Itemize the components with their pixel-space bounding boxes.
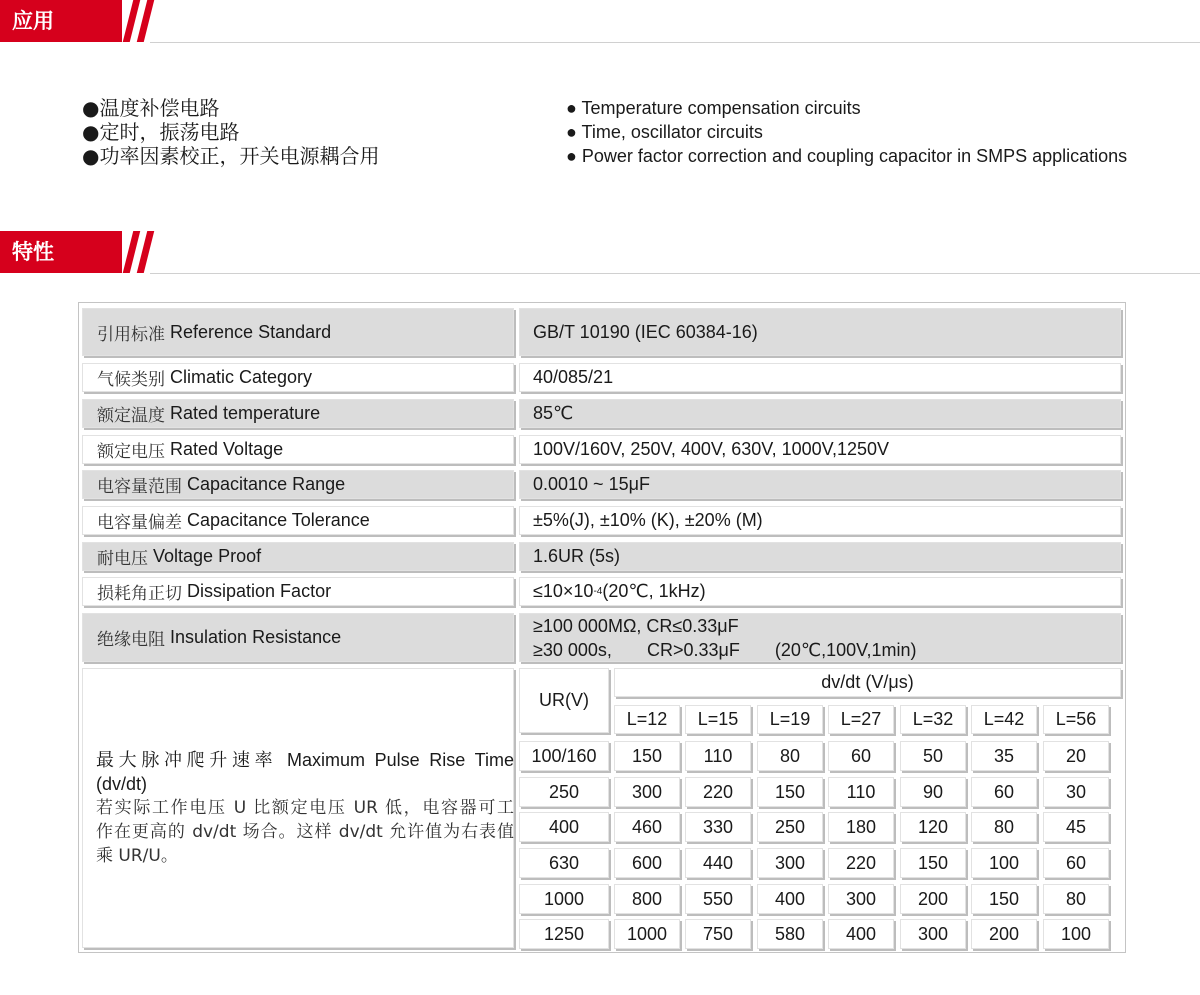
spec-label xyxy=(82,363,514,392)
dvdt-value xyxy=(1043,848,1109,878)
spec-value-text: 0.0010 ~ 15μF xyxy=(533,474,650,494)
dvdt-value-text: 400 xyxy=(774,888,806,909)
dvdt-value-text: 150 xyxy=(917,852,949,873)
application-item-en: ● Temperature compensation circuits xyxy=(566,98,861,118)
dvdt-value xyxy=(971,777,1037,807)
spec-value-line: ≥30 000s, CR>0.33μF (20℃,100V,1min) xyxy=(533,639,917,660)
dvdt-value xyxy=(1043,919,1109,949)
dvdt-value xyxy=(900,777,966,807)
dvdt-value xyxy=(685,777,751,807)
dvdt-value-text: 460 xyxy=(631,816,663,837)
application-item-cn: ●功率因素校正，开关电源耦合用 xyxy=(82,144,380,168)
dvdt-value xyxy=(614,848,680,878)
dvdt-value-text: 300 xyxy=(774,852,806,873)
dvdt-value xyxy=(757,848,823,878)
dvdt-value-text: 550 xyxy=(702,888,734,909)
spec-label-en: Voltage Proof xyxy=(153,546,262,566)
dvdt-value-text: 90 xyxy=(922,781,944,802)
dvdt-value xyxy=(614,777,680,807)
spec-label-en: Rated temperature xyxy=(170,403,321,423)
spec-value-text: GB/T 10190 (IEC 60384-16) xyxy=(533,321,758,342)
dvdt-value xyxy=(757,741,823,771)
dvdt-value-text: 250 xyxy=(774,816,806,837)
dvdt-value-text: 150 xyxy=(631,745,663,766)
l-column-header xyxy=(614,705,680,734)
ur-value xyxy=(519,812,609,842)
spec-label-en: Dissipation Factor xyxy=(187,581,332,601)
ur-value-text: 250 xyxy=(548,781,580,802)
dvdt-value-text: 100 xyxy=(1060,923,1092,944)
header-rule xyxy=(150,273,1200,274)
spec-value xyxy=(519,577,1121,606)
spec-value xyxy=(519,399,1121,428)
dvdt-value-text: 150 xyxy=(774,781,806,802)
dvdt-value xyxy=(685,919,751,949)
header-stripe xyxy=(137,0,154,42)
dvdt-value-text: 400 xyxy=(845,923,877,944)
dvdt-value-text: 45 xyxy=(1065,816,1087,837)
dvdt-value-text: 120 xyxy=(917,816,949,837)
dvdt-value-text: 580 xyxy=(774,923,806,944)
spec-label-cn: 绝缘电阻 xyxy=(97,630,165,650)
spec-label xyxy=(82,542,514,571)
dvdt-value xyxy=(614,919,680,949)
dvdt-value-text: 440 xyxy=(702,852,734,873)
header-stripe xyxy=(137,231,154,273)
ur-value xyxy=(519,777,609,807)
dvdt-value-text: 110 xyxy=(703,745,733,766)
l-column-header-text: L=15 xyxy=(697,709,739,729)
l-column-header xyxy=(757,705,823,734)
dvdt-value-text: 300 xyxy=(631,781,663,802)
spec-value-text: 100V/160V, 250V, 400V, 630V, 1000V,1250V xyxy=(533,439,890,459)
dvdt-value xyxy=(828,741,894,771)
dvdt-value xyxy=(828,848,894,878)
dvdt-value-text: 1000 xyxy=(626,923,668,944)
dvdt-value xyxy=(757,812,823,842)
dvdt-value-text: 20 xyxy=(1065,745,1087,766)
dvdt-value-text: 600 xyxy=(631,852,663,873)
dvdt-header-text: dv/dt (V/μs) xyxy=(821,672,914,692)
dvdt-value-text: 80 xyxy=(1065,888,1087,909)
dvdt-value-text: 50 xyxy=(922,745,944,766)
pulse-label-line: (dv/dt) xyxy=(96,774,148,794)
l-column-header xyxy=(828,705,894,734)
spec-label-cn: 耐电压 xyxy=(97,549,148,569)
dvdt-value xyxy=(757,884,823,914)
l-column-header-text: L=56 xyxy=(1055,709,1097,729)
spec-value xyxy=(519,435,1121,464)
l-column-header-text: L=42 xyxy=(983,709,1025,729)
l-column-header xyxy=(900,705,966,734)
dvdt-value-text: 800 xyxy=(631,888,663,909)
dvdt-value-text: 80 xyxy=(779,745,801,766)
dvdt-value xyxy=(614,884,680,914)
dvdt-value xyxy=(614,741,680,771)
application-item-en: ● Time, oscillator circuits xyxy=(566,122,763,142)
l-column-header xyxy=(1043,705,1109,734)
dvdt-value xyxy=(685,812,751,842)
spec-value-line: ≥100 000MΩ, CR≤0.33μF xyxy=(533,615,739,636)
spec-label-cn: 额定电压 xyxy=(97,442,165,462)
spec-label-cn: 损耗角正切 xyxy=(97,584,182,604)
dvdt-value xyxy=(1043,884,1109,914)
dvdt-value xyxy=(685,741,751,771)
spec-label-en: Insulation Resistance xyxy=(170,627,342,647)
dvdt-value xyxy=(1043,741,1109,771)
dvdt-value-text: 300 xyxy=(845,888,877,909)
dvdt-value-text: 80 xyxy=(993,816,1015,837)
l-column-header-text: L=12 xyxy=(626,709,668,729)
application-item-en: ● Power factor correction and coupling capacitor in SMPS applications xyxy=(566,146,1128,166)
spec-value xyxy=(519,363,1121,392)
spec-label-cn: 额定温度 xyxy=(97,406,165,426)
header-rule xyxy=(150,42,1200,43)
ur-value xyxy=(519,919,609,949)
ur-value-text: 100/160 xyxy=(531,745,597,766)
dvdt-value-text: 750 xyxy=(702,923,734,944)
spec-label xyxy=(82,613,514,662)
l-column-header xyxy=(685,705,751,734)
l-column-header xyxy=(971,705,1037,734)
spec-label-en: Capacitance Tolerance xyxy=(187,510,370,530)
dvdt-value xyxy=(971,812,1037,842)
spec-value-text: 85℃ xyxy=(533,403,574,423)
dvdt-value-text: 35 xyxy=(993,745,1015,766)
dvdt-value xyxy=(828,777,894,807)
spec-value-text: 40/085/21 xyxy=(533,367,614,387)
pulse-note-line: 乘 UR/U。 xyxy=(96,846,178,866)
dvdt-value-text: 220 xyxy=(702,781,734,802)
dvdt-value xyxy=(685,848,751,878)
dvdt-value xyxy=(614,812,680,842)
application-item-cn: ●定时，振荡电路 xyxy=(82,120,240,144)
dvdt-value xyxy=(900,884,966,914)
dvdt-value-text: 220 xyxy=(845,852,877,873)
spec-label-en: Capacitance Range xyxy=(187,474,346,494)
ur-value xyxy=(519,741,609,771)
dvdt-header xyxy=(614,668,1121,697)
dvdt-value xyxy=(757,919,823,949)
spec-value xyxy=(519,470,1121,499)
spec-value xyxy=(519,542,1121,571)
dvdt-value-text: 330 xyxy=(702,816,734,837)
spec-label-cn: 气候类别 xyxy=(97,370,165,390)
dvdt-value-text: 180 xyxy=(845,816,877,837)
spec-value xyxy=(519,308,1121,356)
dvdt-value-text: 300 xyxy=(917,923,949,944)
dvdt-value-text: 200 xyxy=(917,888,949,909)
spec-value-post: (20℃, 1kHz) xyxy=(602,581,706,601)
l-column-header-text: L=27 xyxy=(840,709,882,729)
dvdt-value-text: 60 xyxy=(993,781,1015,802)
spec-value-text: 1.6UR (5s) xyxy=(533,546,621,566)
pulse-label-line: 最大脉冲爬升速率 Maximum Pulse Rise Time xyxy=(96,750,514,770)
l-column-header-text: L=32 xyxy=(912,709,954,729)
spec-label xyxy=(82,577,514,606)
pulse-note-line: 若实际工作电压 U 比额定电压 UR 低，电容器可工 xyxy=(96,798,514,818)
spec-label-en: Reference Standard xyxy=(170,321,332,342)
spec-label xyxy=(82,506,514,535)
pulse-label-text xyxy=(96,748,514,868)
application-section-header xyxy=(0,0,1200,44)
dvdt-value-text: 110 xyxy=(846,781,876,802)
application-item-cn: ●温度补偿电路 xyxy=(82,96,220,120)
dvdt-value xyxy=(828,812,894,842)
spec-label xyxy=(82,435,514,464)
dvdt-value-text: 100 xyxy=(988,852,1020,873)
dvdt-value xyxy=(900,848,966,878)
ur-value xyxy=(519,848,609,878)
ur-value-text: 1000 xyxy=(543,888,585,909)
applications-cn-list xyxy=(82,96,379,168)
dvdt-value xyxy=(828,884,894,914)
dvdt-value xyxy=(971,741,1037,771)
spec-label-en: Rated Voltage xyxy=(170,439,284,459)
dvdt-value xyxy=(971,919,1037,949)
spec-value-pre: ≤10×10 xyxy=(533,581,594,601)
dvdt-value-text: 60 xyxy=(850,745,872,766)
ur-value-text: 400 xyxy=(548,816,580,837)
dvdt-value xyxy=(900,812,966,842)
spec-value xyxy=(519,613,1121,662)
ur-value-text: 1250 xyxy=(543,923,585,944)
spec-value-text: ±5%(J), ±10% (K), ±20% (M) xyxy=(533,510,763,530)
dvdt-value xyxy=(971,884,1037,914)
spec-label-en: Climatic Category xyxy=(170,367,313,387)
dvdt-value-text: 200 xyxy=(988,923,1020,944)
application-title: 应用 xyxy=(0,0,122,42)
pulse-note-line: 作在更高的 dv/dt 场合。这样 dv/dt 允许值为右表值 xyxy=(96,822,514,842)
spec-value-exponent: -4 xyxy=(593,586,603,597)
dvdt-value xyxy=(757,777,823,807)
dvdt-value-text: 150 xyxy=(988,888,1020,909)
dvdt-value xyxy=(1043,812,1109,842)
dvdt-value xyxy=(900,919,966,949)
ur-header xyxy=(519,668,609,733)
spec-label-cn: 电容量范围 xyxy=(97,477,182,497)
dvdt-value xyxy=(828,919,894,949)
spec-label-cn: 引用标准 xyxy=(97,324,165,345)
ur-header-text: UR(V) xyxy=(539,690,589,710)
spec-label xyxy=(82,470,514,499)
features-section-header xyxy=(0,231,1200,275)
spec-label xyxy=(82,399,514,428)
spec-label xyxy=(82,308,514,356)
features-title: 特性 xyxy=(0,231,122,273)
dvdt-value xyxy=(971,848,1037,878)
applications-en-list xyxy=(566,96,1127,168)
ur-value xyxy=(519,884,609,914)
dvdt-value xyxy=(685,884,751,914)
dvdt-value xyxy=(1043,777,1109,807)
ur-value-text: 630 xyxy=(548,852,580,873)
dvdt-value-text: 60 xyxy=(1065,852,1087,873)
dvdt-value-text: 30 xyxy=(1065,781,1087,802)
dvdt-value xyxy=(900,741,966,771)
spec-value xyxy=(519,506,1121,535)
spec-label-cn: 电容量偏差 xyxy=(97,513,182,533)
l-column-header-text: L=19 xyxy=(769,709,811,729)
